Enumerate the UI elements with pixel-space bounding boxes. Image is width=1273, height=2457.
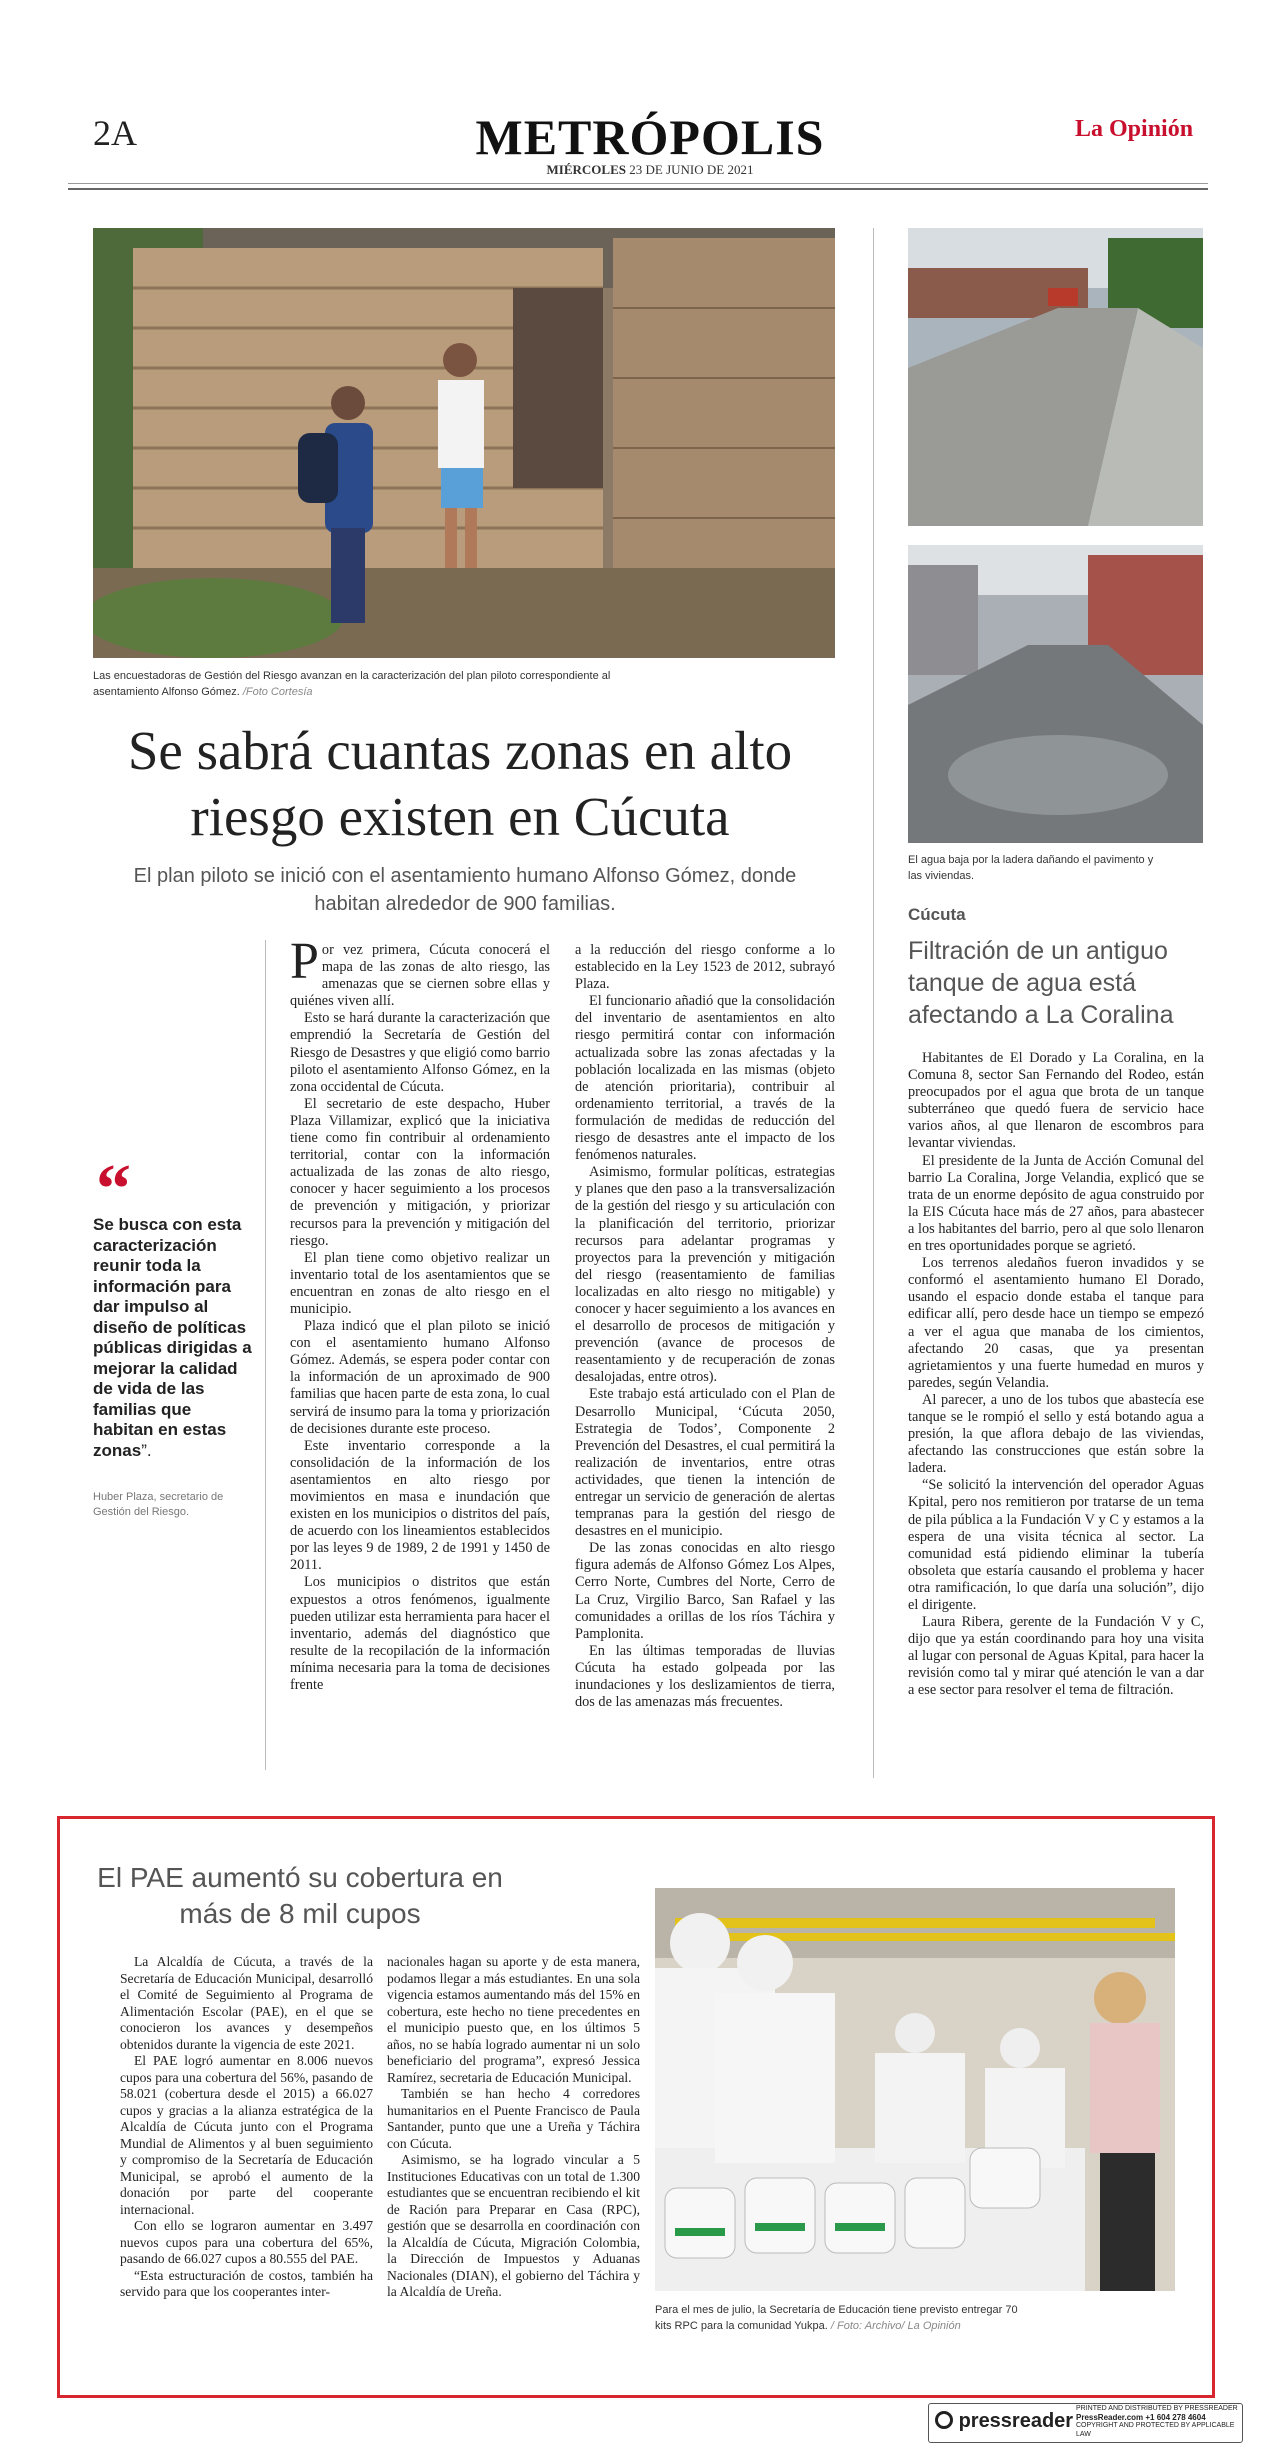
main-paragraph: Este trabajo está articulado con el Plan de Desarrollo Municipal, ‘Cúcuta 2050, Estrategia de Todos’, Componente 2 Prevención del Desastres, el cual permitirá la realización de inventarios, entre otras actividades, que tienen la intención de entregar un servicio de generación de alertas tempranas para la gestión del riesgo de desastres en el municipio. — [575, 1386, 835, 1540]
side-photo-caption: El agua baja por la ladera dañando el pavimento y las viviendas. — [908, 854, 1154, 882]
main-photo-caption-text: Las encuestadoras de Gestión del Riesgo avanzan en la caracterización del plan piloto correspondiente al asentamiento Alfonso Gómez. — [93, 670, 611, 698]
pullquote-text: Se busca con esta caracterización reunir toda la información para dar impulso al diseño de políticas públicas dirigidas a mejorar la calidad de vida de las familias que habitan en estas zonas — [93, 1215, 252, 1460]
main-paragraph: De las zonas conocidas en alto riesgo figura además de Alfonso Gómez Los Alpes, Cerro Norte, Cumbres del Norte, Cerro de La Cruz, Virgilio Barco, San Rafael y las comunidades a orillas de los ríos Táchira y Pamplonita. — [575, 1540, 835, 1642]
pae-column-1 — [120, 1954, 373, 2301]
two-people-wooden-house-photo — [93, 228, 835, 658]
section-title: METRÓPOLIS — [475, 109, 825, 165]
side-paragraph: Habitantes de El Dorado y La Coralina, en la Comuna 8, sector San Fernando del Rodeo, están preocupados por el agua que brota de un tanque subterráneo que quedó fuera de servicio hace varios años, al que llenaron de escombros para levantar viviendas. — [908, 1050, 1204, 1152]
pressreader-brand: pressreader — [958, 2410, 1074, 2432]
main-deck: El plan piloto se inició con el asentamiento humano Alfonso Gómez, donde habitan alrededor de 900 familias. — [133, 865, 797, 915]
pullquote: Se busca con esta caracterización reunir toda la información para dar impulso al diseño de políticas públicas dirigidas a mejorar la calidad de vida de las familias que habitan en estas zonas”. — [93, 1215, 252, 1460]
pressreader-line: COPYRIGHT AND PROTECTED BY APPLICABLE LAW — [1076, 2422, 1235, 2438]
main-paragraph: Este inventario corresponde a la consolidación de la información de los asentamientos en alto riesgo por movimientos en masa e inundación que existen en los municipios o distritos del país, de acuerdo con los lineamientos establecidos por las leyes 9 de 1989, 2 de 1991 y 1450 de 2011. — [290, 1437, 550, 1574]
side-paragraph: Al parecer, a uno de los tubos que abastecía ese tanque se le rompió el sello y está botando agua a presión, la que aflora debajo de las viviendas, afectando las construcciones que están sobre la ladera. — [908, 1391, 1204, 1477]
pressreader-notice — [1076, 2405, 1246, 2439]
sidebar-divider — [873, 228, 874, 1778]
main-paragraph: Asimismo, formular políticas, estrategias y planes que den paso a la transversalización de la gestión del riesgo y su articulación con la planificación del territorio, priorizar recursos para adelantar programas y proyectos para la prevención y mitigación del riesgo (reasentamiento de familias localizadas en alto riesgo no mitigable) y conocer y hacer seguimiento a los avances en el desarrollo de procesos de mitigación y prevención (avance de procesos de reasentamiento y de recuperación de zonas desalojadas, entre otros). — [575, 1164, 836, 1386]
pullquote-attribution: Huber Plaza, secretario de Gestión del Riesgo. — [93, 1491, 224, 1518]
main-photo-caption — [93, 668, 613, 700]
dropcap: P — [290, 933, 319, 990]
food-kit-volunteers-photo — [655, 1888, 1175, 2291]
page-number: 2A — [93, 113, 137, 153]
main-paragraph: El funcionario añadió que la consolidación del inventario de asentamientos en alto riesgo permitirá contar con información actualizada sobre las zonas afectadas y la población localizada en las mismas (objeto de atención prioritaria), contribuir al ordenamiento territorial, a través de la formulación de medidas de reducción del riesgo de desastres ante el impacto de los fenómenos naturales. — [575, 993, 835, 1164]
main-paragraph: El secretario de este despacho, Huber Plaza Villamizar, explicó que la iniciativa tiene como fin contribuir al ordenamiento territorial, contar con la información actualizada de las zonas de alto riesgo, conocer y hacer seguimiento a los procesos de prevención y mitigación, y priorizar recursos para la prevención y mitigación del riesgo. — [290, 1095, 550, 1249]
pressreader-logo — [935, 2410, 1073, 2433]
side-photo-bottom — [908, 545, 1203, 843]
main-column-2 — [575, 942, 835, 1711]
pressreader-line: PRINTED AND DISTRIBUTED BY PRESSREADER — [1076, 2405, 1238, 2412]
header-rule-thick — [68, 188, 1208, 190]
side-photo-top — [908, 228, 1203, 526]
main-paragraph: or vez primera, Cúcuta conocerá el mapa de las zonas de alto riesgo, las amenazas que se ciernen sobre ellas y quiénes viven allí. — [290, 942, 550, 1010]
column-divider — [265, 940, 266, 1770]
quote-icon: “ — [96, 1151, 131, 1228]
main-paragraph: Esto se hará durante la caracterización que emprendió la Secretaría de Gestión del Riesgo de Desastres y que eligió como barrio piloto el asentamiento Alfonso Gómez, en la zona occidental de Cúcuta. — [290, 1010, 550, 1095]
issue-date — [430, 162, 870, 178]
pae-photo — [655, 1888, 1175, 2291]
main-headline: Se sabrá cuantas zonas en alto riesgo existen en Cúcuta — [127, 720, 793, 847]
pae-paragraph: nacionales hagan su aporte y de esta manera, podamos llegar a más estudiantes. En una sola vigencia estamos aumentando más del 15% en cobertura, este hecho no tiene precedentes en el municipio puesto que, en los últimos 5 años, no se había logrado aumentar ni un solo beneficiario del programa”, expresó Jessica Ramírez, secretaria de Educación Municipal. — [387, 1954, 640, 2085]
side-paragraph: Los terrenos aledaños fueron invadidos y se conformó el asentamiento humano El Dorado, usando el espacio donde estaba el tanque para edificar allí, pero desde hace un tiempo se empezó a ver el agua que manaba de los cimientos, afectando 20 casas, que ya presentan agrietamientos y una fuerte humedad en muros y paredes, según Velandia. — [908, 1255, 1204, 1391]
pae-column-2 — [387, 1954, 640, 2301]
issue-date-text: 23 DE JUNIO DE 2021 — [629, 162, 754, 177]
side-paragraph: El presidente de la Junta de Acción Comunal del barrio La Coralina, Jorge Velandia, explicó que se trata de un enorme depósito de agua construido por la EIS Cúcuta hace más de 27 años, para abastecer a los habitantes del barrio, pero al que solo llenaron en tres oportunidades porque se agrietó. — [908, 1152, 1204, 1255]
main-photo-credit: /Foto Cortesía — [242, 686, 313, 698]
pae-photo-caption-text: Para el mes de julio, la Secretaría de Educación tiene previsto entregar 70 kits RPC para la comunidad Yukpa. — [655, 2304, 1018, 2332]
pae-paragraph: Asimismo, se ha logrado vincular a 5 Instituciones Educativas con un total de 1.300 estudiantes que se encuentran recibiendo el kit de Ración para Preparar en Casa (RPC), gestión que se desarrolla en coordinación con la Alcaldía de Cúcuta, Migración Colombia, la Dirección de Impuestos y Aduanas Nacionales (DIAN), el gobierno del Táchira y la Alcaldía de Ureña. — [387, 2152, 640, 2299]
pae-photo-caption — [655, 2302, 1025, 2334]
issue-day: MIÉRCOLES — [546, 162, 626, 177]
side-kicker: Cúcuta — [908, 905, 966, 924]
main-paragraph: Los municipios o distritos que están expuestos a otros fenómenos, igualmente pueden utilizar esta herramienta para hacer el inventario, además del diagnóstico que resulte de la recopilación de la información mínima necesaria para la toma de decisiones frente — [290, 1574, 550, 1694]
pae-paragraph: La Alcaldía de Cúcuta, a través de la Secretaría de Educación Municipal, desarrolló el Comité de Seguimiento al Programa de Alimentación Escolar (PAE), en el que se conocieron los avances y desempeños obtenidos durante la vigencia de este 2021. — [120, 1954, 373, 2052]
pae-paragraph: “Esta estructuración de costos, también ha servido para que los cooperantes inter- — [120, 2267, 373, 2299]
pae-paragraph: Con ello se lograron aumentar en 3.497 nuevos cupos para una cobertura del 65%, pasando de 66.027 cupos a 80.555 del PAE. — [120, 2218, 373, 2266]
pae-paragraph: El PAE logró aumentar en 8.006 nuevos cupos para una cobertura del 56%, pasando de 58.021 (cobertura desde el 2015) a 66.027 cupos y gracias a la alianza estratégica de la Alcaldía de Cúcuta junto con el Programa Mundial de Alimentos y al buen seguimiento y compromiso de la Secretaría de Educación Municipal, se aprobó el aumento de la donación por parte del cooperante internacional. — [120, 2053, 373, 2217]
side-paragraph: Laura Ribera, gerente de la Fundación V y C, dijo que ya están coordinando para hoy una visita al lugar con personal de Aguas Kpital, para hacer la revisión como tal y mirar qué atención le van a dar a ese sector para resolver el tema de filtración. — [908, 1614, 1204, 1699]
main-paragraph: Plaza indicó que el plan piloto se inició con el asentamiento humano Alfonso Gómez. Además, se espera poder contar con la información de un aproximado de 900 familias que hacen parte de esta zona, lo cual servirá de insumo para la toma y priorización de decisiones durante este proceso. — [290, 1318, 550, 1437]
side-headline: Filtración de un antiguo tanque de agua está afectando a La Coralina — [908, 937, 1174, 1029]
main-paragraph: En las últimas temporadas de lluvias Cúcuta ha estado golpeada por las inundaciones y los deslizamientos de tierra, dos de las amenazas más frecuentes. — [575, 1642, 835, 1711]
publication-logo: La Opinión — [1075, 116, 1194, 142]
side-body — [908, 1050, 1204, 1700]
pae-paragraph: También se han hecho 4 corredores humanitarios en el Puente Francisco de Paula Santander, punto que une a Ureña y Táchira con Cúcuta. — [387, 2086, 640, 2151]
side-paragraph: “Se solicitó la intervención del operador Aguas Kpital, pero nos remitieron por tratarse de un tema de pila pública a la Fundación V y C y estamos a la espera de una visita técnica al sector. La comunidad está pidiendo eliminar la tubería obsoleta que estaría causando el problema y hacer otra ramificación, lo que daría una solución”, dijo el dirigente. — [908, 1477, 1204, 1613]
wet-street-photo — [908, 545, 1203, 843]
main-paragraph: El plan tiene como objetivo realizar un inventario total de los asentamientos que se encuentran en zonas de alto riesgo en el municipio. — [290, 1249, 550, 1317]
pressreader-line: PressReader.com +1 604 278 4604 — [1076, 2412, 1206, 2422]
sloped-street-photo — [908, 228, 1203, 526]
header-rule — [68, 183, 1208, 184]
pae-headline: El PAE aumentó su cobertura en más de 8 mil cupos — [97, 1862, 503, 1929]
pressreader-icon — [935, 2411, 953, 2429]
main-photo — [93, 228, 835, 658]
main-paragraph: a la reducción del riesgo conforme a lo establecido en la Ley 1523 de 2012, subrayó Plaza. — [575, 942, 835, 993]
pae-photo-credit: / Foto: Archivo/ La Opinión — [830, 2320, 961, 2332]
main-column-1 — [290, 933, 550, 1694]
